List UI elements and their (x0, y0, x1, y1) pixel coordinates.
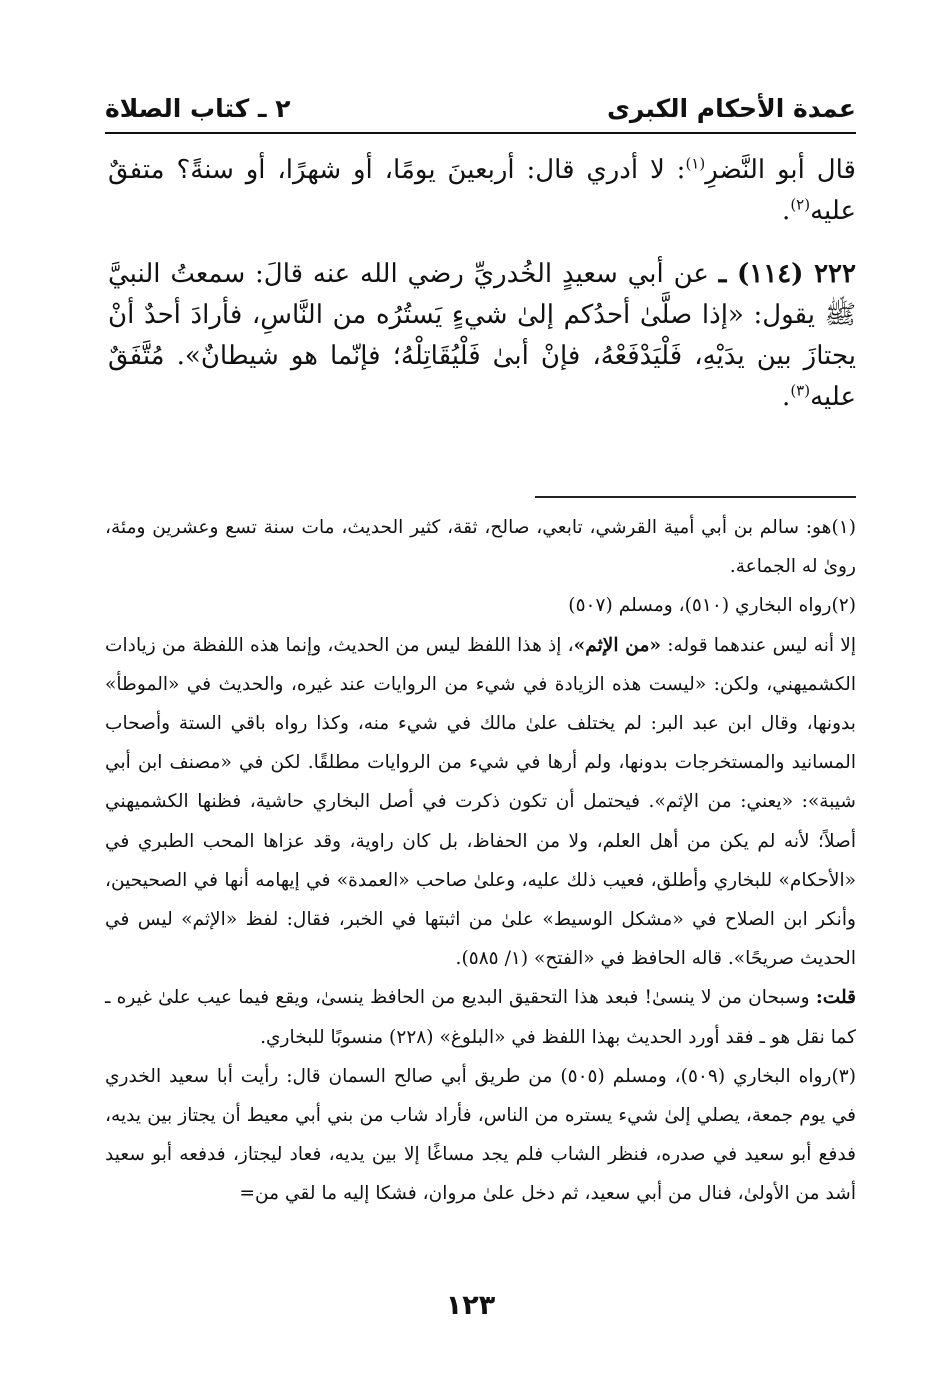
text-segment: عن أبي سعيدٍ الخُدريِّ رضي الله عنه قالَ: سمعتُ النبيَّ ﷺ يقول: «إذا صلَّىٰ أحدُكم إلىٰ شيءٍ يَستُرُه من النَّاسِ، فأرادَ أحدٌ أنْ يجتازَ بين يدَيْهِ، فَلْيَدْفَعْهُ، فإنْ أبىٰ فَلْيُقَاتِلْهُ؛ فإنّما هو شيطانٌ». مُتَّفَقٌ عليه (108, 259, 856, 412)
text-segment: ، إذ هذا اللفظ ليس من الحديث، وإنما هذه اللفظة من زيادات الكشميهني، ولكن: «ليست هذه الزيادة في شيء من الروايات عند غيره، والحديث في «الموطأ» بدونها، وقال ابن عبد البر: لم يختلف علىٰ مالك في شيء منه، وكذا رواه باقي الستة وأصحاب المسانيد والمستخرجات بدونها، ولم أرها في شيء من الروايات مطلقًا. لكن في «مصنف ابن أبي شيبة»: «يعني: من الإثم». فيحتمل أن تكون ذكرت في أصل البخاري حاشية، فظنها الكشميهني أصلاً؛ لأنه لم يكن من أهل العلم، ولا من الحفاظ، بل كان راوية، وقد عزاها المحب الطبري في «الأحكام» للبخاري وأطلق، فعيب ذلك عليه، وعلىٰ صاحب «العمدة» في إيهامه أنها في الصحيحين، وأنكر ابن الصلاح في «مشكل الوسيط» علىٰ من اثبتها في الخبر، فقال: لفظ «الإثم» ليس في الحديث صريحًا». قاله الحافظ في «الفتح» (١/ ٥٨٥). (105, 634, 856, 970)
footnote-separator (535, 496, 856, 498)
paragraph-fn2 (105, 586, 856, 625)
page-number: ١٢٣ (445, 1290, 496, 1321)
footnote-marker: (٢) (790, 195, 811, 214)
footnotes (105, 508, 856, 1214)
paragraph-fn2c (105, 978, 856, 1056)
chapter-title: ٢ ـ كتاب الصلاة (105, 93, 291, 123)
text-segment: «من الإثم» (573, 634, 662, 656)
text-segment: (١)هو: سالم بن أبي أمية القرشي، تابعي، صالح، ثقة، كثير الحديث، مات سنة تسع وعشرين ومئة، روىٰ له الجماعة. (105, 517, 856, 578)
paragraph-fn2b (105, 626, 856, 979)
paragraph-fn3 (105, 1057, 856, 1214)
text-segment: : لا أدري قال: أربعينَ يومًا، أو شهرًا، أو سنةً؟ متفقٌ عليه (108, 155, 856, 226)
paragraph-p1 (108, 150, 856, 232)
text-segment: . (782, 382, 791, 412)
text-segment: وسبحان من لا ينسىٰ! فبعد هذا التحقيق البديع من الحافظ ينسىٰ، ويقع فيما عيب علىٰ غيره ـ كما نقل هو ـ فقد أورد الحديث بهذا اللفظ في «البلوغ» (٢٢٨) منسوبًا للبخاري. (105, 987, 856, 1048)
text-segment: قلت: (815, 987, 856, 1009)
text-segment: . (782, 196, 791, 226)
text-segment: ٢٢٢ (١١٤) ـ (718, 259, 856, 289)
text-segment: إلا أنه ليس عندهما قوله: (661, 634, 856, 656)
text-segment: (٣)رواه البخاري (٥٠٩)، ومسلم (٥٠٥) من طريق أبي صالح السمان قال: رأيت أبا سعيد الخدري في يوم جمعة، يصلي إلىٰ شيء يستره من الناس، فأراد شاب من بني أبي معيط أن يجتاز بين يديه، فدفع أبو سعيد في صدره، فنظر الشاب فلم يجد مساغًا إلا بين يديه، فعاد ليجتاز، فدفعه أبو سعيد أشد من الأولىٰ، فنال من أبي سعيد، ثم دخل علىٰ مروان، فشكا إليه ما لقي من= (105, 1065, 857, 1205)
book-title: عمدة الأحكام الكبرى (606, 93, 856, 123)
main-text (108, 150, 856, 418)
paragraph-fn1 (105, 508, 856, 586)
paragraph-p2 (108, 254, 856, 418)
header-rule (105, 132, 856, 134)
footnote-marker: (١) (685, 154, 706, 173)
text-segment: (٢)رواه البخاري (٥١٠)، ومسلم (٥٠٧) (568, 595, 856, 617)
running-head (105, 86, 856, 130)
footnote-marker: (٣) (790, 381, 811, 400)
text-segment: قال أبو النَّضرِ (705, 155, 856, 185)
